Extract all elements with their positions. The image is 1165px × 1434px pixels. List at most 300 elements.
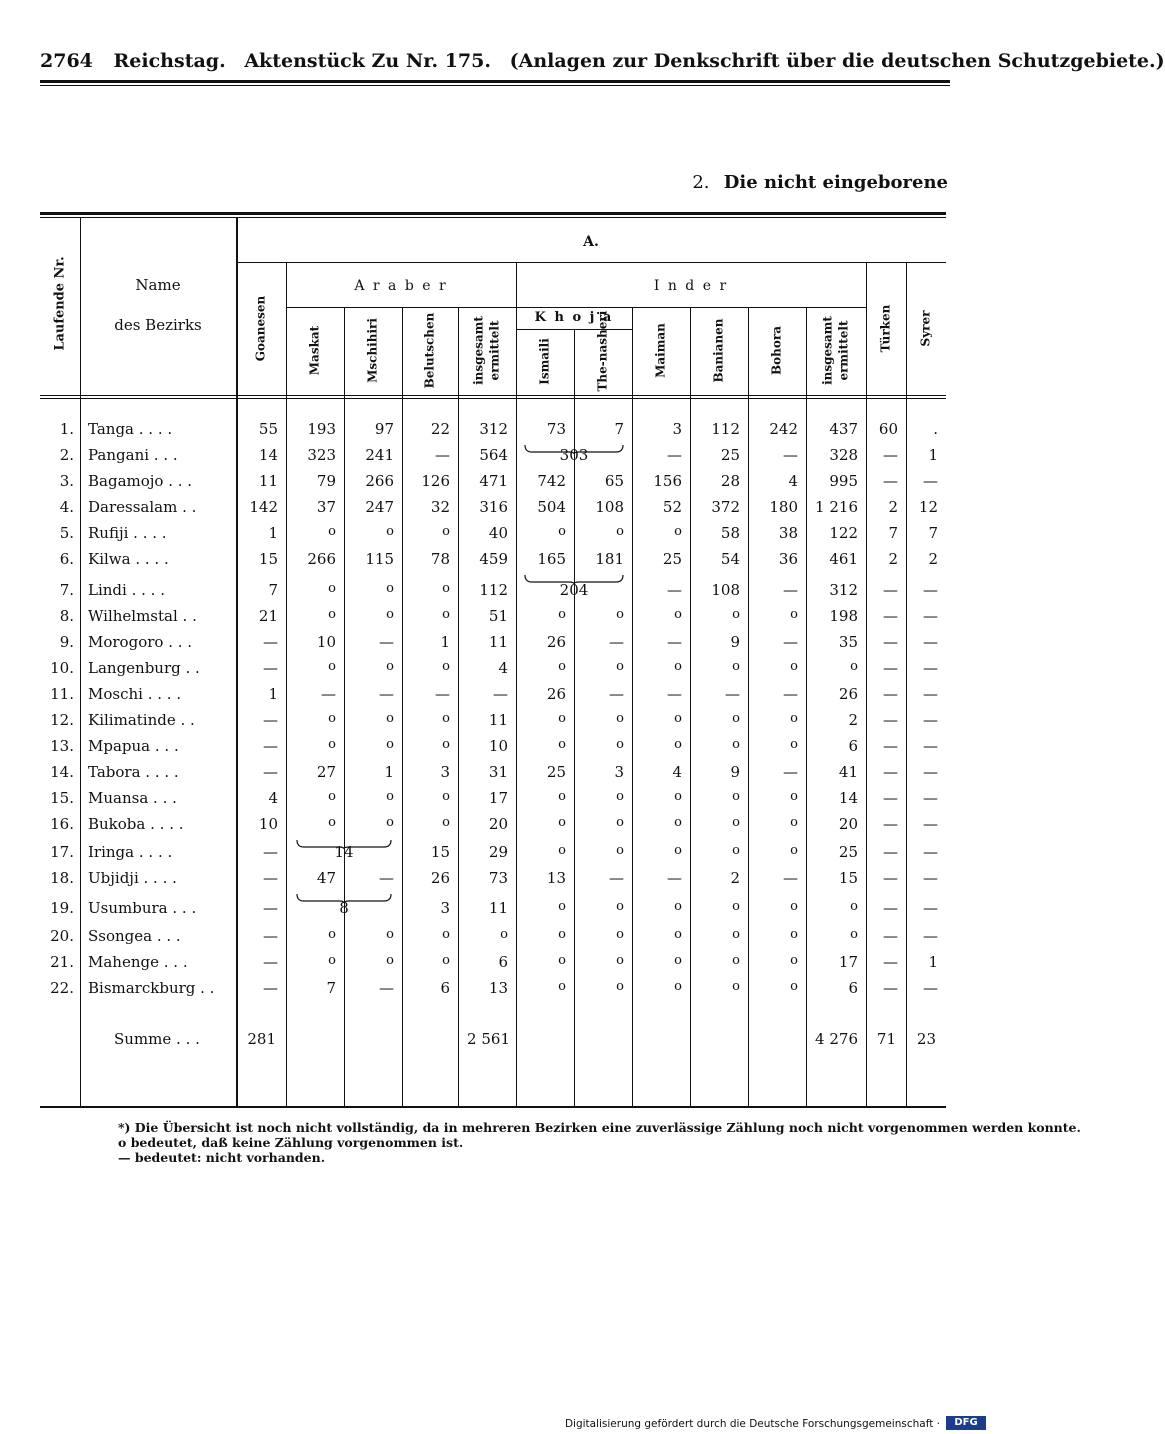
table-cell: o — [558, 607, 566, 622]
table-cell: o — [558, 899, 566, 914]
table-cell: — — [435, 446, 450, 464]
ubjidji-divider — [344, 871, 345, 891]
table-cell: o — [616, 711, 624, 726]
district-name: Rufiji . . . . — [88, 524, 167, 542]
table-cell: 17 — [488, 789, 508, 807]
table-cell: o — [732, 737, 740, 752]
table-cell: — — [263, 979, 278, 997]
table-cell: — — [609, 685, 624, 703]
table-cell: o — [558, 737, 566, 752]
table-cell: — — [883, 711, 898, 729]
table-cell: 6 — [498, 953, 508, 971]
table-cell: — — [923, 899, 938, 917]
table-cell: 21 — [258, 607, 278, 625]
table-cell: o — [790, 843, 798, 858]
table-cell: — — [883, 899, 898, 917]
table-cell: o — [674, 843, 682, 858]
table-cell: 316 — [479, 498, 508, 516]
table-cell: o — [790, 659, 798, 674]
table-cell: 31 — [488, 763, 508, 781]
table-cell: — — [783, 581, 798, 599]
table-cell: 25 — [546, 763, 566, 781]
table-cell: 13 — [546, 869, 566, 887]
row-number: 1. — [59, 420, 74, 438]
table-cell: 471 — [479, 472, 508, 490]
table-cell: o — [674, 524, 682, 539]
table-cell: 73 — [488, 869, 508, 887]
table-cell: — — [883, 843, 898, 861]
table-cell: o — [442, 737, 450, 752]
table-cell: o — [790, 789, 798, 804]
table-cell: o — [442, 659, 450, 674]
table-cell: — — [263, 737, 278, 755]
table-cell: — — [667, 446, 682, 464]
table-cell: 25 — [720, 446, 740, 464]
table-cell: o — [442, 711, 450, 726]
table-cell: — — [923, 607, 938, 625]
table-cell: 14 — [258, 446, 278, 464]
table-cell: 65 — [604, 472, 624, 490]
table-cell: — — [923, 789, 938, 807]
table-cell: o — [732, 953, 740, 968]
summe-syrer: 23 — [916, 1030, 936, 1048]
table-cell: 198 — [829, 607, 858, 625]
table-cell: o — [732, 789, 740, 804]
row-number: 10. — [50, 659, 74, 677]
table-cell: o — [732, 815, 740, 830]
table-cell: 28 — [720, 472, 740, 490]
table-cell: 266 — [307, 550, 336, 568]
table-cell: 10 — [488, 737, 508, 755]
table-cell: — — [883, 685, 898, 703]
table-cell: o — [558, 843, 566, 858]
table-cell: o — [386, 737, 394, 752]
table-cell: — — [379, 685, 394, 703]
table-cell: o — [328, 789, 336, 804]
table-cell: o — [850, 899, 858, 914]
table-cell: o — [790, 815, 798, 830]
row-number: 12. — [50, 711, 74, 729]
district-name: Moschi . . . . — [88, 685, 182, 703]
table-cell: 14 — [838, 789, 858, 807]
table-cell: o — [386, 607, 394, 622]
col-banianen: Banianen — [711, 318, 726, 383]
col-mschihiri: Mschihiri — [365, 318, 380, 383]
table-cell: 3 — [614, 763, 624, 781]
col-ismaili: Ismaili — [537, 338, 552, 385]
rule-under-A — [236, 262, 946, 263]
row-number: 17. — [50, 843, 74, 861]
table-cell: 995 — [829, 472, 858, 490]
table-cell: 328 — [829, 446, 858, 464]
table-cell: 38 — [778, 524, 798, 542]
summe-label: Summe . . . — [114, 1030, 200, 1048]
table-cell: 247 — [365, 498, 394, 516]
district-name: Ssongea . . . — [88, 927, 181, 945]
table-cell: o — [616, 927, 624, 942]
table-cell: 78 — [430, 550, 450, 568]
table-cell: o — [328, 953, 336, 968]
table-cell: — — [263, 899, 278, 917]
table-cell: o — [790, 711, 798, 726]
table-cell: 112 — [479, 581, 508, 599]
table-cell: o — [558, 524, 566, 539]
table-cell: 25 — [838, 843, 858, 861]
col-bohora: Bohora — [769, 326, 784, 375]
table-cell: o — [442, 524, 450, 539]
table-cell: 165 — [537, 550, 566, 568]
col-maiman: Maiman — [653, 323, 668, 378]
district-name: Bagamojo . . . — [88, 472, 193, 490]
table-cell: 54 — [720, 550, 740, 568]
table-cell: — — [883, 446, 898, 464]
table-cell: o — [674, 659, 682, 674]
table-cell: — — [883, 581, 898, 599]
table-cell: — — [883, 737, 898, 755]
table-cell: 11 — [258, 472, 278, 490]
table-cell: 26 — [546, 685, 566, 703]
row-number: 16. — [50, 815, 74, 833]
table-cell: o — [386, 789, 394, 804]
table-cell: 312 — [829, 581, 858, 599]
row-number: 20. — [50, 927, 74, 945]
table-cell: — — [783, 633, 798, 651]
table-cell: 27 — [316, 763, 336, 781]
table-cell: 20 — [838, 815, 858, 833]
table-cell: 3 — [440, 899, 450, 917]
table-cell: 40 — [488, 524, 508, 542]
district-name: Mahenge . . . — [88, 953, 188, 971]
table-cell: o — [328, 581, 336, 596]
table-cell: o — [386, 524, 394, 539]
table-cell: 1 — [268, 685, 278, 703]
dfg-logo: DFG — [946, 1416, 986, 1430]
table-cell: — — [609, 633, 624, 651]
row-number: 19. — [50, 899, 74, 917]
table-cell: 9 — [730, 763, 740, 781]
table-cell: — — [923, 843, 938, 861]
section-number: 2. — [692, 172, 710, 193]
table-cell: o — [790, 899, 798, 914]
khoja-brace-tanga — [524, 444, 624, 454]
table-cell: 32 — [430, 498, 450, 516]
group-inder-label: I n d e r — [653, 278, 729, 294]
table-cell: o — [674, 899, 682, 914]
table-cell: o — [616, 737, 624, 752]
rule-under-araber — [286, 307, 516, 308]
table-cell: — — [923, 659, 938, 677]
table-cell: — — [883, 927, 898, 945]
table-cell: 242 — [769, 420, 798, 438]
table-cell: — — [263, 763, 278, 781]
table-cell: 241 — [365, 446, 394, 464]
table-cell: 15 — [258, 550, 278, 568]
row-number: 5. — [59, 524, 74, 542]
footnote-3: — bedeutet: nicht vorhanden. — [118, 1150, 326, 1165]
table-cell: o — [558, 815, 566, 830]
table-cell: 115 — [365, 550, 394, 568]
digitization-credit: Digitalisierung gefördert durch die Deutsche Forschungsgemeinschaft · — [564, 1418, 940, 1430]
table-cell: o — [386, 581, 394, 596]
table-cell: o — [790, 737, 798, 752]
header-rule — [40, 80, 950, 83]
khoja-brace-kilwa — [524, 574, 624, 584]
table-cell: o — [442, 927, 450, 942]
table-cell: o — [442, 581, 450, 596]
section-text: Die nicht eingeborene — [723, 172, 948, 193]
row-number: 18. — [50, 869, 74, 887]
table-cell: o — [616, 607, 624, 622]
header-bottom-rule-2 — [40, 398, 946, 399]
table-cell: 17 — [838, 953, 858, 971]
table-cell: 25 — [662, 550, 682, 568]
table-cell: — — [923, 927, 938, 945]
summe-goanesen: 281 — [247, 1030, 276, 1048]
table-cell: o — [616, 524, 624, 539]
table-cell: 20 — [488, 815, 508, 833]
page-header — [40, 50, 1165, 72]
table-cell: o — [616, 979, 624, 994]
summe-inder-total: 4 276 — [815, 1030, 858, 1048]
table-cell: — — [609, 869, 624, 887]
table-cell: o — [790, 607, 798, 622]
table-cell: o — [328, 711, 336, 726]
table-cell: o — [616, 953, 624, 968]
table-cell: o — [328, 659, 336, 674]
col-goanesen: Goanesen — [253, 295, 268, 361]
table-cell: 7 — [888, 524, 898, 542]
table-cell: 7 — [928, 524, 938, 542]
table-cell: o — [732, 659, 740, 674]
table-cell: o — [674, 737, 682, 752]
group-araber-label: A r a b e r — [354, 278, 448, 294]
table-cell: 323 — [307, 446, 336, 464]
table-cell: 58 — [720, 524, 740, 542]
table-cell: 15 — [838, 869, 858, 887]
table-cell: — — [263, 633, 278, 651]
table-cell: — — [263, 659, 278, 677]
col-insgesamt-inder-2: ermittelt — [836, 320, 851, 381]
table-cell: 51 — [488, 607, 508, 625]
table-cell: o — [732, 711, 740, 726]
table-cell: 26 — [430, 869, 450, 887]
row-number: 7. — [59, 581, 74, 599]
table-cell: 1 — [928, 446, 938, 464]
col-tuerken: Türken — [878, 304, 893, 352]
table-cell: 437 — [829, 420, 858, 438]
district-name: Morogoro . . . — [88, 633, 193, 651]
table-cell: — — [883, 659, 898, 677]
table-cell: o — [328, 815, 336, 830]
table-cell: — — [379, 869, 394, 887]
table-cell: o — [558, 659, 566, 674]
table-cell: — — [923, 633, 938, 651]
table-bottom-rule — [40, 1106, 946, 1108]
table-cell: o — [732, 899, 740, 914]
table-cell: o — [328, 927, 336, 942]
row-number: 9. — [59, 633, 74, 651]
table-cell: o — [386, 927, 394, 942]
table-cell: — — [263, 711, 278, 729]
table-cell: 60 — [878, 420, 898, 438]
col-name: Name — [135, 276, 181, 294]
col-syrer: Syrer — [918, 310, 933, 346]
table-cell: 4 — [268, 789, 278, 807]
vline-lauf — [80, 217, 81, 1106]
table-top-rule — [40, 212, 946, 215]
table-cell: 6 — [848, 979, 858, 997]
row-number: 15. — [50, 789, 74, 807]
table-cell: o — [558, 711, 566, 726]
table-cell: o — [386, 711, 394, 726]
table-cell: 55 — [258, 420, 278, 438]
footnote-2: o bedeutet, daß keine Zählung vorgenommen ist. — [118, 1135, 464, 1150]
table-cell: — — [923, 869, 938, 887]
table-cell: 1 216 — [815, 498, 858, 516]
rule-under-inder — [516, 307, 866, 308]
table-cell: — — [923, 737, 938, 755]
row-number: 11. — [50, 685, 74, 703]
table-cell: — — [883, 979, 898, 997]
table-cell: — — [667, 581, 682, 599]
population-table — [40, 212, 946, 1106]
district-name: Bukoba . . . . — [88, 815, 184, 833]
row-number: 2. — [59, 446, 74, 464]
district-name: Wilhelmstal . . — [88, 607, 197, 625]
table-cell: 193 — [307, 420, 336, 438]
table-cell: — — [783, 446, 798, 464]
table-cell: 4 — [788, 472, 798, 490]
district-name: Iringa . . . . — [88, 843, 173, 861]
table-cell: 3 — [440, 763, 450, 781]
table-cell: . — [933, 420, 938, 438]
col-maskat: Maskat — [307, 325, 322, 376]
araber-merged-value: 8 — [339, 899, 349, 917]
table-cell: 35 — [838, 633, 858, 651]
row-number: 6. — [59, 550, 74, 568]
table-cell: 9 — [730, 633, 740, 651]
table-top-rule-2 — [40, 217, 946, 218]
table-cell: o — [790, 979, 798, 994]
table-cell: 4 — [498, 659, 508, 677]
header-rule-thin — [40, 85, 950, 86]
table-cell: 122 — [829, 524, 858, 542]
district-name: Kilimatinde . . — [88, 711, 195, 729]
table-cell: o — [442, 607, 450, 622]
table-cell: o — [558, 979, 566, 994]
district-name: Langenburg . . — [88, 659, 200, 677]
table-cell: — — [883, 815, 898, 833]
table-cell: o — [442, 789, 450, 804]
table-cell: 3 — [672, 420, 682, 438]
table-cell: 2 — [888, 498, 898, 516]
group-a-label: A. — [583, 234, 599, 250]
col-insgesamt-araber-2: ermittelt — [487, 320, 502, 381]
table-cell: o — [674, 815, 682, 830]
district-name: Tanga . . . . — [88, 420, 173, 438]
table-cell: — — [263, 869, 278, 887]
table-cell: — — [435, 685, 450, 703]
table-cell: 1 — [268, 524, 278, 542]
header-aktenstueck: Aktenstück Zu Nr. 175. — [244, 50, 491, 72]
table-cell: — — [321, 685, 336, 703]
table-cell: o — [558, 789, 566, 804]
table-cell: 11 — [488, 899, 508, 917]
row-number: 3. — [59, 472, 74, 490]
table-cell: o — [674, 789, 682, 804]
table-cell: o — [732, 927, 740, 942]
col-laufende: Laufende Nr. — [52, 256, 68, 351]
table-cell: 112 — [711, 420, 740, 438]
table-cell: 52 — [662, 498, 682, 516]
table-cell: 142 — [249, 498, 278, 516]
table-cell: 26 — [546, 633, 566, 651]
table-cell: 6 — [848, 737, 858, 755]
table-cell: — — [883, 953, 898, 971]
table-cell: o — [328, 607, 336, 622]
table-cell: — — [263, 843, 278, 861]
table-cell: — — [725, 685, 740, 703]
table-cell: 564 — [479, 446, 508, 464]
header-reichstag: Reichstag. — [113, 50, 226, 72]
khoja-merged-value: 303 — [559, 446, 589, 464]
district-name: Pangani . . . — [88, 446, 178, 464]
table-cell: 4 — [672, 763, 682, 781]
section-title — [692, 172, 948, 193]
table-cell: o — [850, 927, 858, 942]
table-cell: 15 — [430, 843, 450, 861]
table-cell: 459 — [479, 550, 508, 568]
page-number: 2764 — [40, 50, 93, 72]
table-cell: — — [493, 685, 508, 703]
table-cell: 10 — [258, 815, 278, 833]
district-name: Tabora . . . . — [88, 763, 179, 781]
table-cell: o — [616, 899, 624, 914]
table-cell: — — [667, 869, 682, 887]
table-cell: 12 — [918, 498, 938, 516]
table-cell: — — [883, 472, 898, 490]
table-cell: 36 — [778, 550, 798, 568]
table-cell: 1 — [384, 763, 394, 781]
row-number: 13. — [50, 737, 74, 755]
col-beluetschen: Belutschen — [422, 312, 437, 389]
table-cell: 2 — [730, 869, 740, 887]
table-cell: 266 — [365, 472, 394, 490]
table-cell: 10 — [316, 633, 336, 651]
row-number: 4. — [59, 498, 74, 516]
table-cell: 13 — [488, 979, 508, 997]
table-cell: 156 — [653, 472, 682, 490]
table-cell: o — [386, 815, 394, 830]
table-cell: o — [616, 789, 624, 804]
table-cell: 2 — [848, 711, 858, 729]
district-name: Bismarckburg . . — [88, 979, 215, 997]
district-name: Ubjidji . . . . — [88, 869, 177, 887]
table-cell: 11 — [488, 633, 508, 651]
table-cell: 7 — [614, 420, 624, 438]
table-cell: o — [386, 659, 394, 674]
table-cell: o — [674, 953, 682, 968]
araber-merged-value: 14 — [334, 843, 354, 861]
table-cell: 180 — [769, 498, 798, 516]
col-insgesamt-inder-1: insgesamt — [820, 316, 835, 385]
district-name: Usumbura . . . — [88, 899, 197, 917]
table-cell: o — [732, 607, 740, 622]
table-cell: o — [674, 979, 682, 994]
table-cell: 37 — [316, 498, 336, 516]
district-name: Mpapua . . . — [88, 737, 179, 755]
table-cell: 312 — [479, 420, 508, 438]
